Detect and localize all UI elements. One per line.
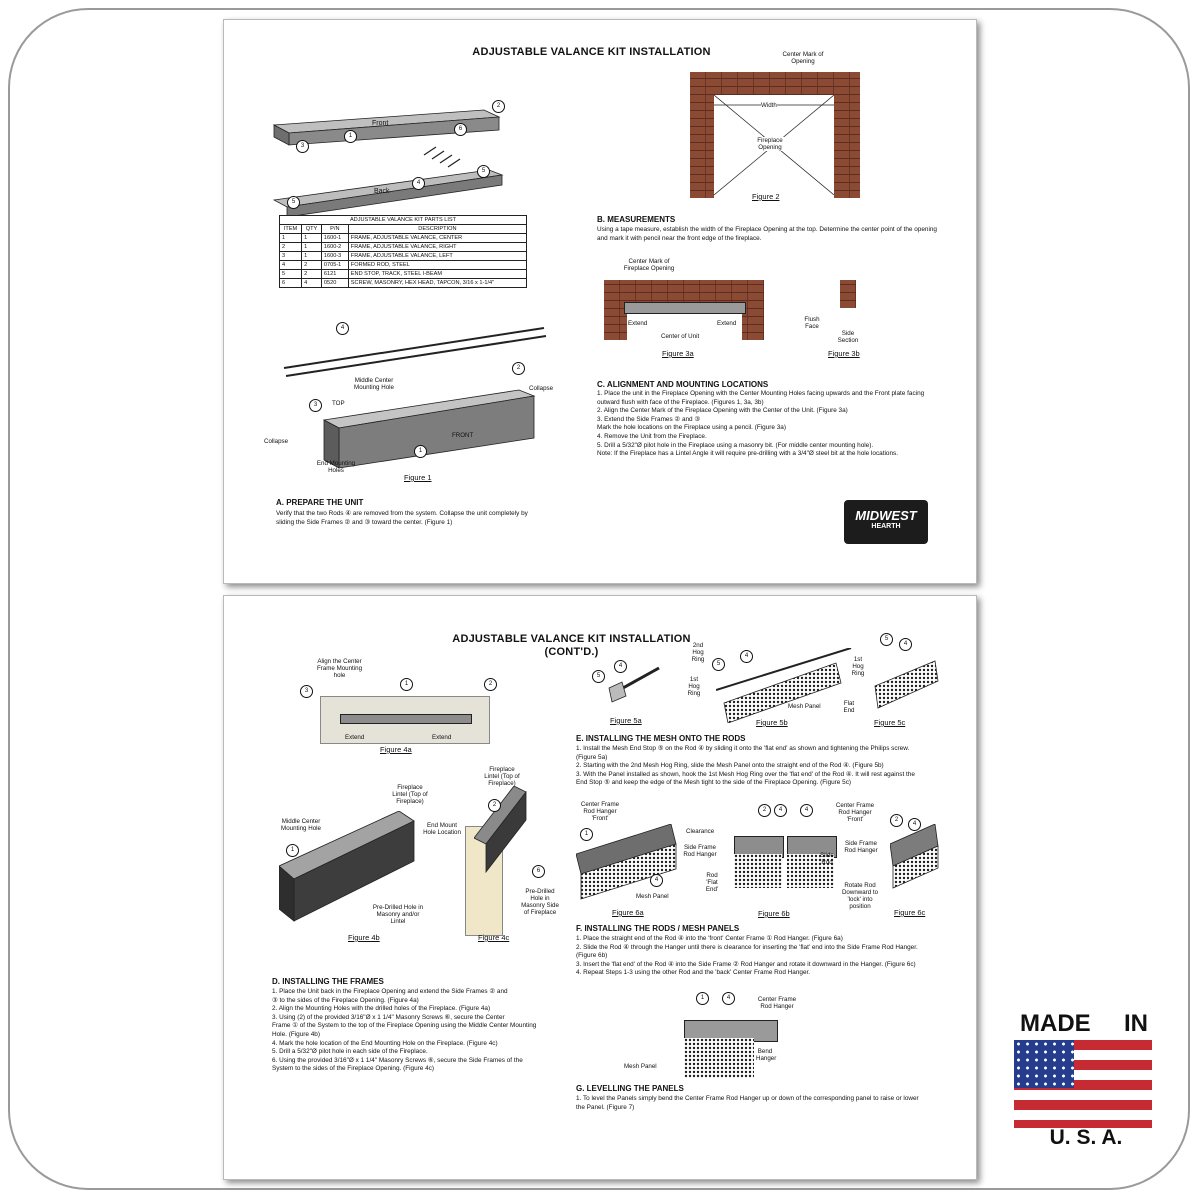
clearance-label: Clearance <box>686 828 715 835</box>
callout-1: 1 <box>344 130 357 143</box>
figure-2-caption: Figure 2 <box>752 192 780 201</box>
rotate-rod-label: Rotate Rod Downward to 'lock' into position <box>841 882 879 910</box>
us-flag-icon <box>1014 1040 1152 1128</box>
callout-4: 4 <box>774 804 787 817</box>
table-row: 1 1 1600-1 FRAME, ADJUSTABLE VALANCE, CENTER <box>280 234 527 243</box>
callout-2: 2 <box>488 799 501 812</box>
hog-ring-2nd-label: 2nd Hog Ring <box>691 642 705 663</box>
callout-2: 2 <box>890 814 903 827</box>
callout-3: 3 <box>296 140 309 153</box>
made-in-usa-badge <box>1012 1010 1162 1155</box>
hanger-front-label: Center Frame Rod Hanger 'Front' <box>580 801 620 822</box>
slide-rod-label: Slide Rod <box>820 852 834 866</box>
extend-right-label: Extend <box>717 320 737 327</box>
figure-3b-brick <box>840 280 856 308</box>
col-header: ITEM <box>280 225 302 234</box>
front-label: Front <box>372 120 389 127</box>
callout-3: 3 <box>300 685 313 698</box>
figure-6a-caption: Figure 6a <box>612 908 644 917</box>
callout-2: 2 <box>512 362 525 375</box>
figure-4c-caption: Figure 4c <box>478 933 510 942</box>
col-header: QTY <box>302 225 322 234</box>
callout-4: 4 <box>908 818 921 831</box>
page-2-title: ADJUSTABLE VALANCE KIT INSTALLATION <box>452 633 691 645</box>
callout-2: 2 <box>484 678 497 691</box>
section-f-body: 1. Place the straight end of the Rod ④ into the 'front' Center Frame ① Rod Hanger. (Figure 6a) 2. Slide the Rod ④ through the Hanger until there is clearance for inserting the 'flat' end into the Side Frame Rod Hanger. (Figure 6b) 3. Insert the 'flat end' of the Rod ④ into the Side Frame ② Rod Hanger and rotate it downward in the Hanger. (Figure 6c) 4. Repeat Steps 1-3 using the other Rod and the 'back' Center Frame Rod Hanger. <box>576 935 918 977</box>
hog-ring-1st-label: 1st Hog Ring <box>687 676 701 697</box>
figure-5a-drawing <box>594 658 664 713</box>
parts-list-title: ADJUSTABLE VALANCE KIT PARTS LIST <box>280 216 527 225</box>
figure-7-mesh <box>684 1038 754 1078</box>
fireplace-opening-label: Fireplace Opening <box>752 137 788 151</box>
figure-5b-caption: Figure 5b <box>756 718 788 727</box>
callout-1: 1 <box>580 828 593 841</box>
callout-4: 4 <box>740 650 753 663</box>
callout-6: 6 <box>532 865 545 878</box>
center-frame-hanger-label: Center Frame Rod Hanger <box>757 996 797 1010</box>
table-row: 6 4 0520 SCREW, MASONRY, HEX HEAD, TAPCON, 3/16 x 1-1/4" <box>280 279 527 288</box>
side-frame-hanger-label: Side Frame Rod Hanger <box>683 844 717 858</box>
usa-label: U. S. A. <box>1049 1126 1123 1149</box>
callout-5: 5 <box>880 633 893 646</box>
page-1-title: ADJUSTABLE VALANCE KIT INSTALLATION <box>472 46 711 58</box>
section-b-heading: B. MEASUREMENTS <box>597 215 676 224</box>
middle-center-label: Middle Center Mounting Hole <box>281 818 321 832</box>
mesh-panel-label: Mesh Panel <box>788 703 821 710</box>
figure-4b-caption: Figure 4b <box>348 933 380 942</box>
callout-1: 1 <box>696 992 709 1005</box>
figure-4a-unit <box>340 714 472 724</box>
figure-1-caption: Figure 1 <box>404 473 432 482</box>
section-a-text: Verify that the two Rods ④ are removed from the system. Collapse the unit completely by sliding the Side Frames ② and ③ toward the center. (Figure 1) <box>276 510 528 526</box>
top-label: TOP <box>332 400 345 407</box>
figure-6c-drawing <box>890 824 940 889</box>
center-of-unit-label: Center of Unit <box>661 333 700 340</box>
callout-4: 4 <box>650 874 663 887</box>
col-header: P/N <box>321 225 348 234</box>
table-row: 2 1 1600-2 FRAME, ADJUSTABLE VALANCE, RIGHT <box>280 243 527 252</box>
center-mark-label: Center Mark of Opening <box>782 51 824 65</box>
rod-flat-end-label: Rod 'Flat End' <box>705 872 719 893</box>
callout-4: 4 <box>412 177 425 190</box>
hog-ring-1st-c-label: 1st Hog Ring <box>851 656 865 677</box>
mesh-panel-6a-label: Mesh Panel <box>636 893 669 900</box>
section-e-heading: E. INSTALLING THE MESH ONTO THE RODS <box>576 734 746 743</box>
figure-5b-mesh <box>716 648 856 723</box>
flat-end-label: Flat End <box>843 700 855 714</box>
page-2-subtitle: (CONT'D.) <box>544 646 599 658</box>
callout-2: 2 <box>758 804 771 817</box>
end-mount-label: End Mount Hole Location <box>423 822 461 836</box>
figure-5a-caption: Figure 5a <box>610 716 642 725</box>
figure-6b-caption: Figure 6b <box>758 909 790 918</box>
midwest-hearth-logo: MIDWEST HEARTH <box>844 500 928 544</box>
fireplace-lintel-label: Fireplace Lintel (Top of Fireplace) <box>392 784 428 805</box>
predrilled-masonry-label: Pre-Drilled Hole in Masonry Side of Fireplace <box>521 888 559 916</box>
figure-4a-caption: Figure 4a <box>380 745 412 754</box>
callout-5: 5 <box>712 658 725 671</box>
made-label: MADE <box>1020 1010 1091 1037</box>
flush-face-label: Flush Face <box>804 316 820 330</box>
callout-4: 4 <box>614 660 627 673</box>
fireplace-lintel-4c-label: Fireplace Lintel (Top of Fireplace) <box>484 766 520 787</box>
section-g-text: 1. To level the Panels simply bend the Center Frame Rod Hanger up or down of the corresponding panel to raise or lower the Panel. (Figure 7) <box>576 1095 919 1111</box>
col-header: DESCRIPTION <box>348 225 526 234</box>
callout-4: 4 <box>722 992 735 1005</box>
callout-5: 5 <box>477 165 490 178</box>
callout-5: 5 <box>592 670 605 683</box>
hanger-front-2-label: Center Frame Rod Hanger 'Front' <box>835 802 875 823</box>
collapse-right-label: Collapse <box>529 385 554 392</box>
back-label: Back <box>374 188 390 195</box>
mesh-panel-7-label: Mesh Panel <box>624 1063 657 1070</box>
figure-6c-caption: Figure 6c <box>894 908 926 917</box>
section-e-body: 1. Install the Mesh End Stop ⑤ on the Rod ④ by sliding it onto the 'flat end' as shown and tightening the Philips screw. (Figure 5a) 2. Starting with the 2nd Mesh Hog Ring, slide the Mesh Panel onto the straight end of the Rod ④. (Figure 5b) 3. With the Panel installed as shown, hook the 1st Mesh Hog Ring over the 'flat end' of the Rod ④. It will rest against the End Stop ⑤ and keep the edge of the Mesh tight to the side of the Fireplace Opening. (Figure 5c) <box>576 745 915 787</box>
section-f-heading: F. INSTALLING THE RODS / MESH PANELS <box>576 924 740 933</box>
figure-3a-center-mark-label: Center Mark of Fireplace Opening <box>623 258 675 272</box>
extend-left-label: Extend <box>345 734 365 741</box>
callout-4: 4 <box>800 804 813 817</box>
figure-1-assembled <box>264 318 554 468</box>
instruction-page-2 <box>223 595 977 1180</box>
table-row: 3 1 1600-3 FRAME, ADJUSTABLE VALANCE, LEFT <box>280 252 527 261</box>
callout-5b: 5 <box>287 196 300 209</box>
align-label: Align the Center Frame Mounting hole <box>316 658 363 679</box>
table-row: 4 2 0705-1 FORMED ROD, STEEL <box>280 261 527 270</box>
front-caps-label: FRONT <box>452 432 474 439</box>
predrilled-hole-label: Pre-Drilled Hole in Masonry and/or Lintel <box>372 904 424 925</box>
side-section-label: Side Section <box>837 330 859 344</box>
side-hanger-6c-label: Side Frame Rod Hanger <box>844 840 878 854</box>
callout-1: 1 <box>414 445 427 458</box>
table-row: 5 2 6121 END STOP, TRACK, STEEL I-BEAM <box>280 270 527 279</box>
end-mounting-holes-label: End Mounting Holes <box>316 460 356 474</box>
extend-right-label: Extend <box>432 734 452 741</box>
instruction-page-1 <box>223 19 977 584</box>
section-d-heading: D. INSTALLING THE FRAMES <box>272 977 384 986</box>
figure-3a-unit <box>624 302 746 314</box>
callout-1: 1 <box>400 678 413 691</box>
section-c-heading: C. ALIGNMENT AND MOUNTING LOCATIONS <box>597 380 769 389</box>
callout-6: 6 <box>454 123 467 136</box>
section-b-text: Using a tape measure, establish the width of the Fireplace Opening at the top. Determine the center point of the opening and mark it with pencil near the front edge of the fireplace. <box>597 226 937 242</box>
bend-hanger-label: Bend Hanger <box>756 1048 777 1062</box>
in-label: IN <box>1124 1010 1148 1037</box>
callout-4-rods: 4 <box>336 322 349 335</box>
collapse-left-label: Collapse <box>264 438 289 445</box>
figure-3a-caption: Figure 3a <box>662 349 694 358</box>
callout-2: 2 <box>492 100 505 113</box>
callout-4: 4 <box>899 638 912 651</box>
width-label: Width <box>761 102 777 109</box>
parts-list-table <box>279 215 527 288</box>
figure-3b-caption: Figure 3b <box>828 349 860 358</box>
callout-3: 3 <box>309 399 322 412</box>
callout-1: 1 <box>286 844 299 857</box>
figure-5c-mesh <box>870 656 940 711</box>
figure-5c-caption: Figure 5c <box>874 718 906 727</box>
section-a-heading: A. PREPARE THE UNIT <box>276 498 364 507</box>
section-c-body: 1. Place the unit in the Fireplace Opening with the Center Mounting Holes facing upwards and the Front plate facing outward flush with face of the Fireplace. (Figures 1, 3a, 3b) 2. Align the Center Mark of the Fireplace Opening with the Center of the Unit. (Figure 3a) 3. Extend the Side Frames ② and ③ Mark the hole locations on the Fireplace using a pencil. (Figure 3a) 4. Remove the Unit from the Fireplace. 5. Drill a 5/32"Ø pilot hole in the Fireplace using a masonry bit. (For middle center mounting hole). Note: If the Fireplace has a Lintel Angle it will require pre-drilling with a 3/4"Ø steel bit at the hole locations. <box>597 390 925 458</box>
middle-center-hole-label: Middle Center Mounting Hole <box>354 377 394 391</box>
extend-left-label: Extend <box>628 320 648 327</box>
section-d-body: 1. Place the Unit back in the Fireplace Opening and extend the Side Frames ② and ③ to the sides of the Fireplace Opening. (Figure 4a) 2. Align the Mounting Holes with the drilled holes of the Fireplace. (Figure 4a) 3. Using (2) of the provided 3/16"Ø x 1 1/4" Masonry Screws ⑥, secure the Center Frame ① of the System to the top of the Fireplace Opening using the Middle Center Mounting Hole. (Figure 4b) 4. Mark the hole location of the End Mounting Hole on the Fireplace. (Figure 4c) 5. Drill a 5/32"Ø pilot hole in each side of the Fireplace. 6. Using the provided 3/16"Ø x 1 1/4" Masonry Screws ⑥, secure the Side Frames of the System to the sides of the Fireplace Opening. (Figure 4c) <box>272 988 537 1073</box>
section-g-heading: G. LEVELLING THE PANELS <box>576 1084 684 1093</box>
